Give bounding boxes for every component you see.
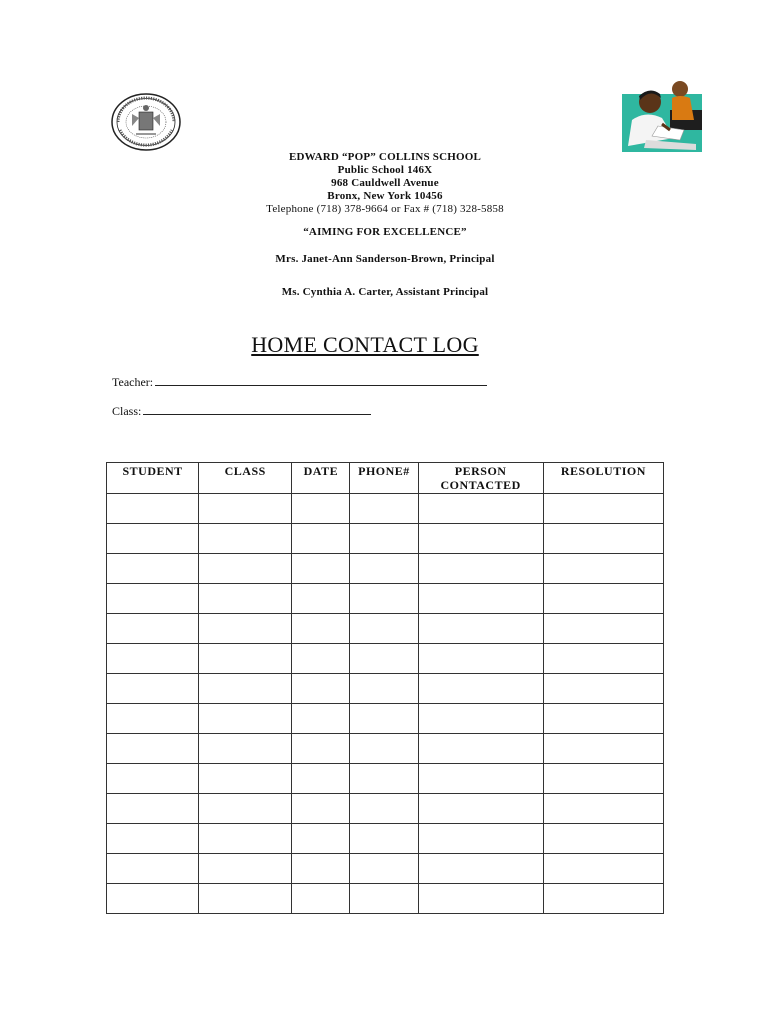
- table-cell[interactable]: [107, 884, 199, 914]
- table-cell[interactable]: [418, 824, 543, 854]
- table-row: [107, 794, 664, 824]
- table-cell[interactable]: [543, 524, 663, 554]
- table-cell[interactable]: [199, 674, 292, 704]
- table-cell[interactable]: [350, 524, 418, 554]
- assistant-principal-name: Ms. Cynthia A. Carter, Assistant Principal: [281, 286, 489, 298]
- table-cell[interactable]: [199, 614, 292, 644]
- table-cell[interactable]: [292, 674, 350, 704]
- table-cell[interactable]: [107, 704, 199, 734]
- table-cell[interactable]: [543, 824, 663, 854]
- table-cell[interactable]: [107, 674, 199, 704]
- table-cell[interactable]: [543, 494, 663, 524]
- column-header: RESOLUTION: [543, 463, 663, 494]
- table-cell[interactable]: [292, 794, 350, 824]
- table-cell[interactable]: [199, 884, 292, 914]
- table-cell[interactable]: [107, 734, 199, 764]
- table-row: [107, 764, 664, 794]
- table-header-row: [107, 463, 664, 494]
- table-cell[interactable]: [199, 764, 292, 794]
- contact-log-table: [106, 462, 664, 914]
- table-cell[interactable]: [199, 734, 292, 764]
- table-cell[interactable]: [107, 584, 199, 614]
- table-cell[interactable]: [543, 554, 663, 584]
- column-header: PHONE#: [350, 463, 418, 494]
- table-cell[interactable]: [292, 494, 350, 524]
- table-cell[interactable]: [107, 524, 199, 554]
- class-blank-line[interactable]: [143, 402, 371, 415]
- table-row: [107, 704, 664, 734]
- table-cell[interactable]: [292, 764, 350, 794]
- table-cell[interactable]: [199, 494, 292, 524]
- table-cell[interactable]: [107, 854, 199, 884]
- table-row: [107, 674, 664, 704]
- table-cell[interactable]: [350, 674, 418, 704]
- table-cell[interactable]: [107, 764, 199, 794]
- students-studying-image: [622, 80, 702, 152]
- table-cell[interactable]: [199, 854, 292, 884]
- table-row: [107, 614, 664, 644]
- column-header: PERSON CONTACTED: [418, 463, 543, 494]
- school-number: Public School 146X: [337, 164, 433, 176]
- table-cell[interactable]: [350, 554, 418, 584]
- table-cell[interactable]: [107, 554, 199, 584]
- table-cell[interactable]: [292, 584, 350, 614]
- city-address: Bronx, New York 10456: [327, 190, 443, 202]
- table-cell[interactable]: [543, 614, 663, 644]
- table-cell[interactable]: [350, 794, 418, 824]
- school-seal-icon: [110, 92, 182, 152]
- table-row: [107, 494, 664, 524]
- principal-name: Mrs. Janet-Ann Sanderson-Brown, Principal: [275, 253, 495, 265]
- phone-fax: Telephone (718) 378-9664 or Fax # (718) 328-5858: [266, 203, 504, 215]
- table-cell[interactable]: [543, 644, 663, 674]
- column-header: DATE: [292, 463, 350, 494]
- table-cell[interactable]: [418, 584, 543, 614]
- class-field[interactable]: [112, 402, 371, 419]
- table-cell[interactable]: [418, 524, 543, 554]
- table-cell[interactable]: [543, 884, 663, 914]
- table-cell[interactable]: [350, 764, 418, 794]
- table-cell[interactable]: [418, 554, 543, 584]
- table-cell[interactable]: [292, 644, 350, 674]
- table-cell[interactable]: [292, 854, 350, 884]
- table-cell[interactable]: [350, 884, 418, 914]
- table-cell[interactable]: [107, 824, 199, 854]
- table-body: [107, 494, 664, 914]
- table-cell[interactable]: [199, 554, 292, 584]
- table-cell[interactable]: [418, 704, 543, 734]
- table-cell[interactable]: [418, 494, 543, 524]
- table-cell[interactable]: [543, 764, 663, 794]
- table-row: [107, 734, 664, 764]
- table-cell[interactable]: [107, 614, 199, 644]
- table-row: [107, 524, 664, 554]
- table-cell[interactable]: [107, 644, 199, 674]
- school-motto: “AIMING FOR EXCELLENCE”: [303, 226, 467, 238]
- table-cell[interactable]: [350, 494, 418, 524]
- table-cell[interactable]: [199, 584, 292, 614]
- table-row: [107, 854, 664, 884]
- table-cell[interactable]: [418, 794, 543, 824]
- table-cell[interactable]: [292, 614, 350, 644]
- table-cell[interactable]: [543, 794, 663, 824]
- table-row: [107, 554, 664, 584]
- table-cell[interactable]: [292, 524, 350, 554]
- letterhead: [0, 151, 770, 299]
- table-cell[interactable]: [543, 674, 663, 704]
- class-label: Class:: [112, 404, 142, 418]
- school-name: EDWARD “POP” COLLINS SCHOOL: [288, 151, 482, 163]
- table-cell[interactable]: [418, 674, 543, 704]
- table-cell[interactable]: [350, 734, 418, 764]
- table-row: [107, 824, 664, 854]
- street-address: 968 Cauldwell Avenue: [331, 177, 439, 189]
- column-header: CLASS: [199, 463, 292, 494]
- table-cell[interactable]: [543, 584, 663, 614]
- teacher-label: Teacher:: [112, 375, 154, 389]
- page-title: HOME CONTACT LOG: [251, 332, 479, 357]
- table-cell[interactable]: [350, 584, 418, 614]
- table-row: [107, 584, 664, 614]
- table-cell[interactable]: [199, 524, 292, 554]
- table-row: [107, 884, 664, 914]
- table-cell[interactable]: [543, 704, 663, 734]
- table-cell[interactable]: [418, 734, 543, 764]
- table-cell[interactable]: [543, 854, 663, 884]
- table-cell[interactable]: [199, 704, 292, 734]
- table-cell[interactable]: [418, 644, 543, 674]
- table-cell[interactable]: [350, 824, 418, 854]
- table-cell[interactable]: [199, 824, 292, 854]
- table-cell[interactable]: [292, 704, 350, 734]
- table-cell[interactable]: [543, 734, 663, 764]
- table-cell[interactable]: [418, 614, 543, 644]
- table-cell[interactable]: [292, 554, 350, 584]
- table-cell[interactable]: [199, 644, 292, 674]
- table-cell[interactable]: [292, 734, 350, 764]
- table-cell[interactable]: [292, 824, 350, 854]
- table-cell[interactable]: [292, 884, 350, 914]
- table-cell[interactable]: [350, 614, 418, 644]
- table-cell[interactable]: [107, 794, 199, 824]
- table-cell[interactable]: [350, 704, 418, 734]
- teacher-blank-line[interactable]: [155, 373, 487, 386]
- table-cell[interactable]: [418, 854, 543, 884]
- table-cell[interactable]: [350, 854, 418, 884]
- table-cell[interactable]: [418, 764, 543, 794]
- table-cell[interactable]: [350, 644, 418, 674]
- table-cell[interactable]: [199, 794, 292, 824]
- table-cell[interactable]: [418, 884, 543, 914]
- table-cell[interactable]: [107, 494, 199, 524]
- column-header: STUDENT: [107, 463, 199, 494]
- teacher-field[interactable]: [112, 373, 487, 390]
- table-row: [107, 644, 664, 674]
